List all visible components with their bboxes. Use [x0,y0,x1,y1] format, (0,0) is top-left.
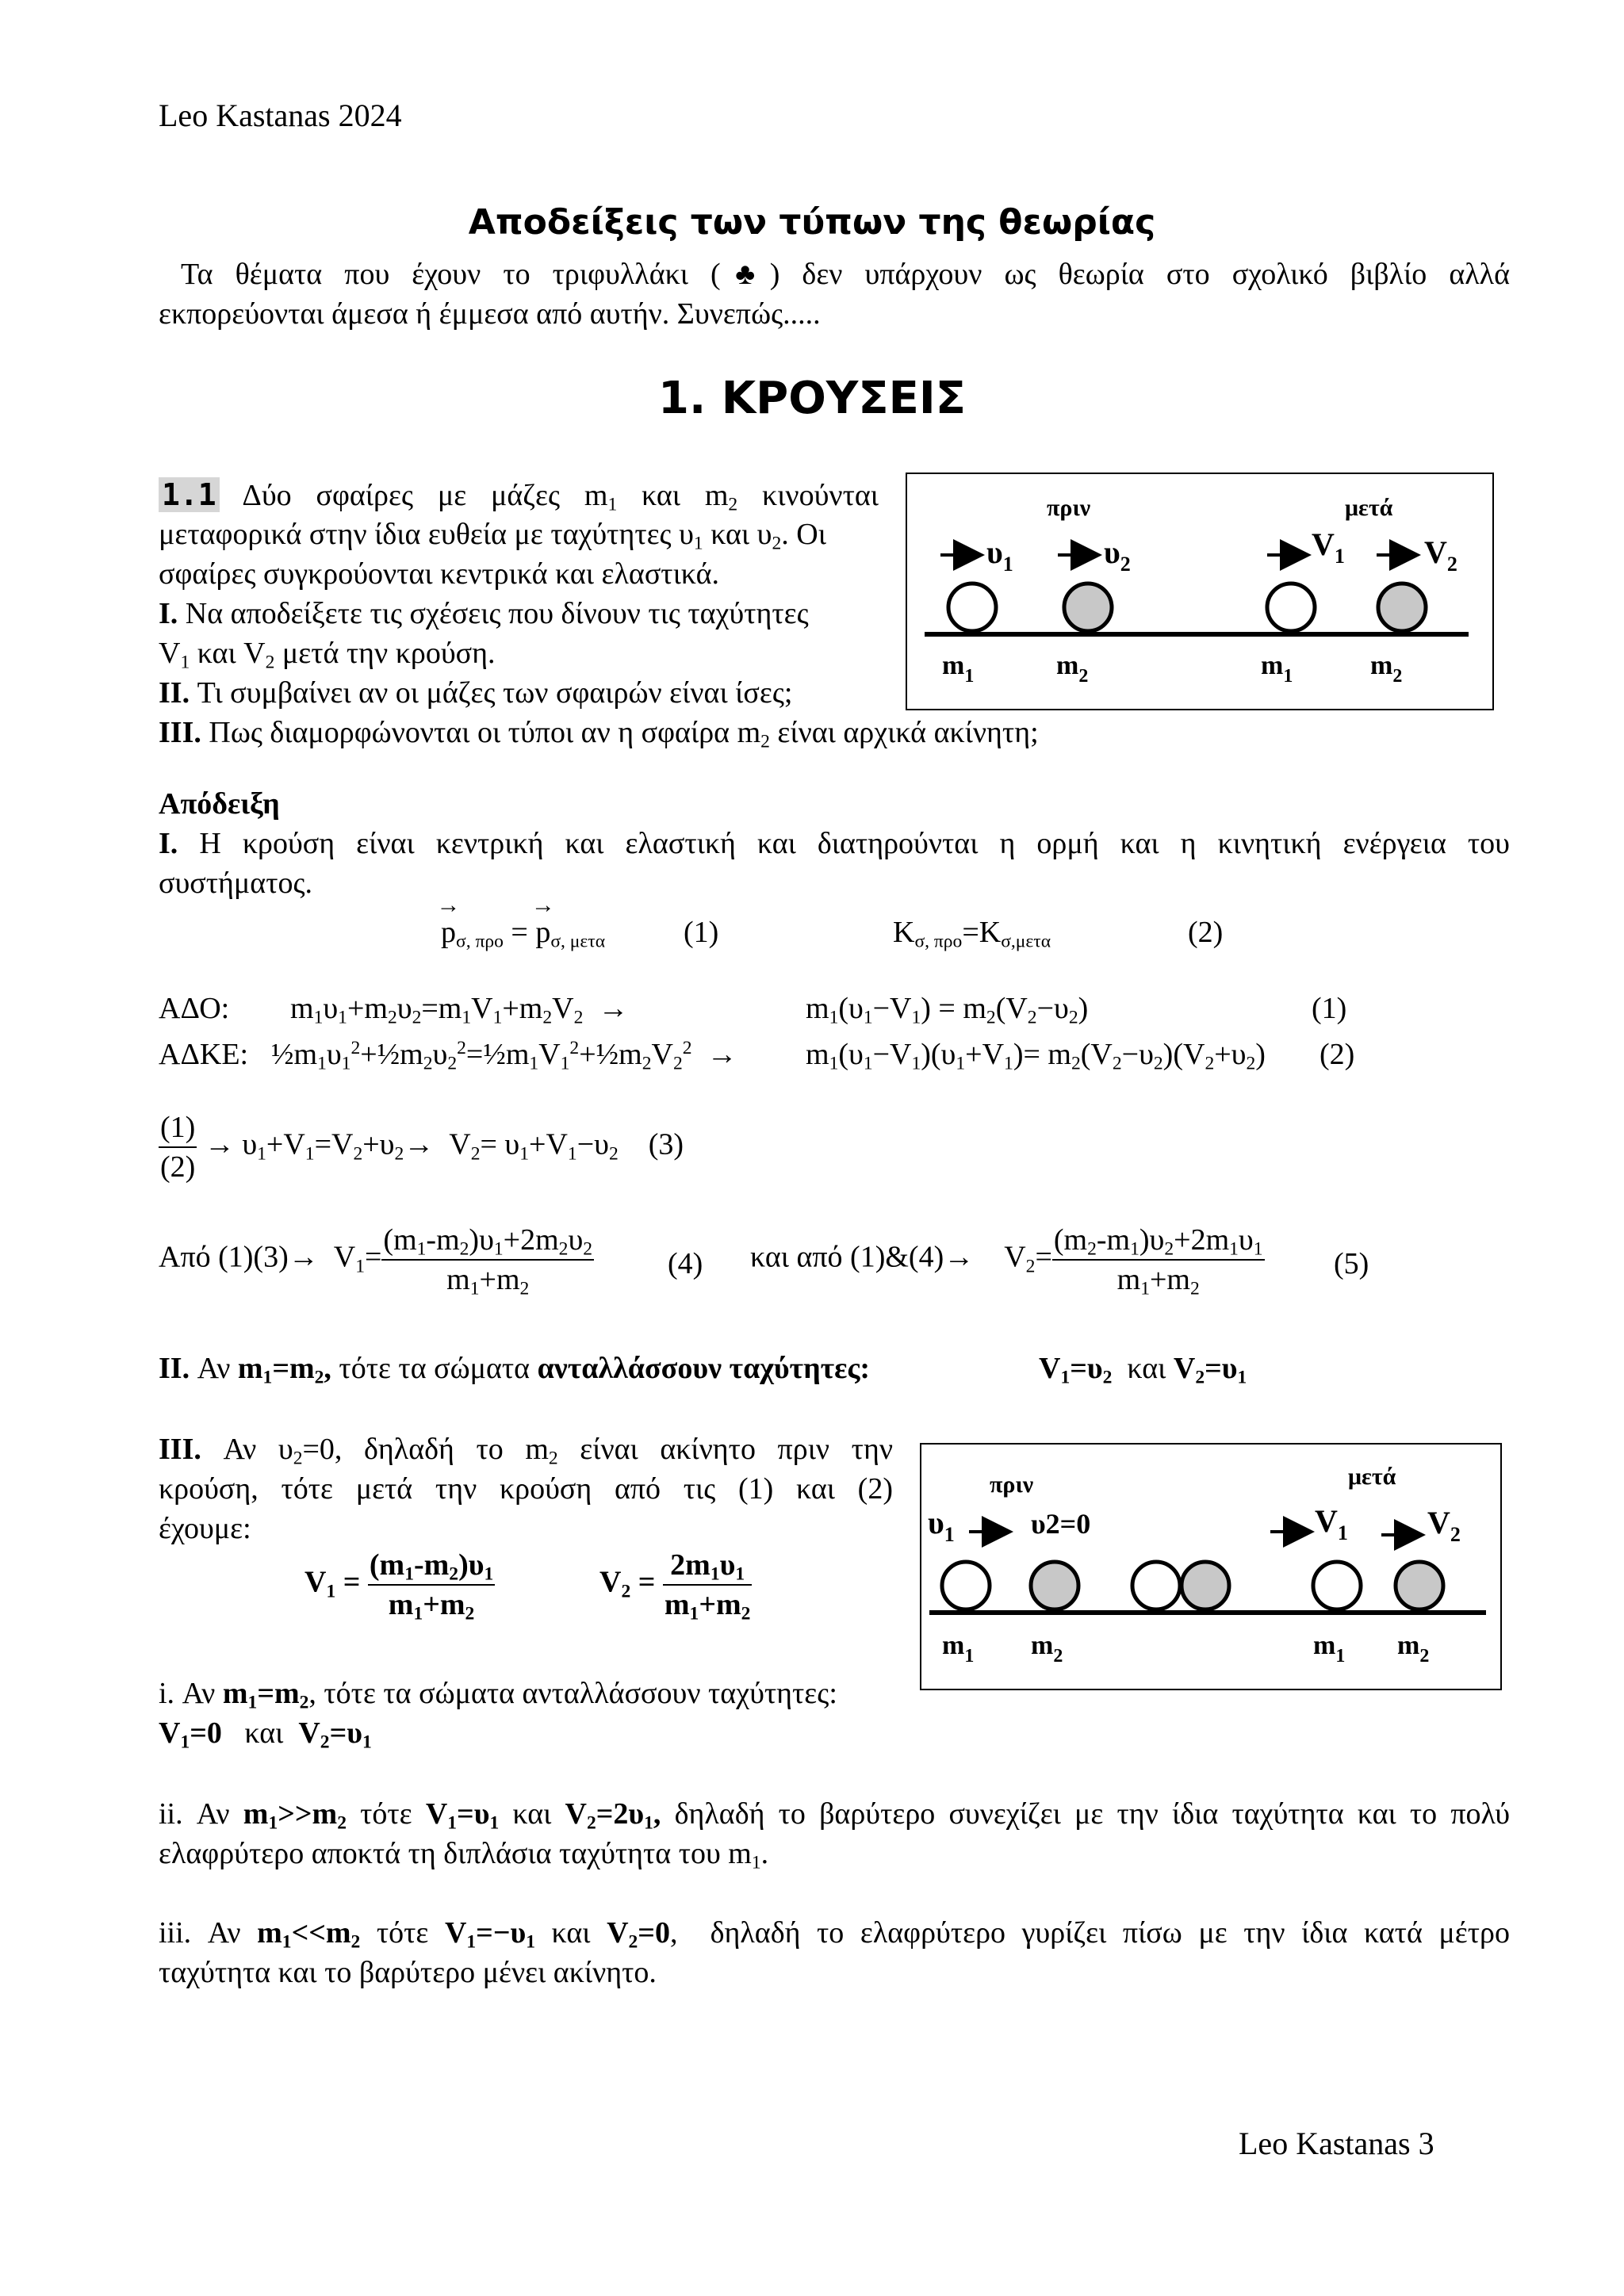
svg-text:V1: $V_1$ [1312,526,1345,568]
svg-text:m2: $m_2$ [1397,1631,1430,1667]
case-iii-line-1: iii. Αν $m_1<<m_2$ τότε $V_1=-\upsilon_1$ και $V_2=0$, δηλαδή το ελαφρύτερο γυρίζει πίσω με την ίδια κατά μέτρο [159,1916,1510,1953]
svg-text:υ1: $\upsilon_1$ [928,1505,955,1546]
intro-line-1: Τα θέματα που έχουν το τριφυλλάκι (♣) δεν υπάρχουν ως θεωρία στο σχολικό βιβλίο αλλά [181,258,1511,291]
problem-item-1b: $V_1$ και $V_2$ μετά την κρούση. [159,637,496,673]
ball-m1-after [1267,584,1315,631]
problem-item-3: III. Πως διαμορφώνονται οι τύποι αν η σφαίρα $m_2$ είναι αρχικά ακίνητη; [159,716,1039,752]
svg-text:m2: $m_2$ [1031,1631,1063,1667]
proof-part1-line-1: I. Η κρούση είναι κεντρική και ελαστική και διατηρούνται η ορμή και η κινητική ενέργεια του [159,827,1511,860]
ball-m2-after-2 [1396,1562,1443,1609]
before-label-2: πριν [990,1471,1034,1498]
v1-formula-rest: $V_1$ = $\frac{(m_1-m_2)\upsilon_1}{m_1+m_2}$ [304,1546,495,1624]
v1-general-formula: Από $(1)(3)\to V_1=$ $\frac{(m_1-m_2)\upsilon_1+2m_2\upsilon_2}{m_1+m_2}$ [159,1221,594,1299]
svg-text:V2: $V_2$ [1427,1505,1461,1546]
adke-result: $m_1(\upsilon_1-V_1)(\upsilon_1+V_1)= m_2(V_2-\upsilon_2)(V_2+\upsilon_2)$ [806,1038,1266,1074]
footer-page-label: Leo Kastanas 3 [1239,2126,1434,2161]
eq-tag-5: (5) [1334,1247,1369,1280]
problem-line-1: 1.1 Δύο σφαίρες με μάζες $m_1$ και $m_2$ κινούνται [159,476,879,515]
collision-figure-2 [920,1443,1502,1690]
svg-text:m1: $m_1$ [1261,651,1293,687]
ball-m2-after [1378,584,1426,631]
proof-part1-line-2: συστήματος. [159,867,313,900]
svg-text:m1: $m_1$ [942,651,975,687]
ado-label: ΑΔΟ: [159,992,230,1025]
v2-formula-rest: $V_2$ = $\frac{2m_1\upsilon_1}{m_1+m_2}$ [599,1546,752,1624]
ball-m2-before-2 [1031,1562,1078,1609]
ball-m1-before [948,584,996,631]
part3-line-2: κρούση, τότε μετά την κρούση από τις (1) και (2) [159,1472,893,1506]
ball-m1-contact [1132,1562,1180,1609]
problem-line-3: σφαίρες συγκρούονται κεντρικά και ελαστικά. [159,557,720,591]
proof-heading: Απόδειξη [159,787,280,821]
svg-text:υ2: $\upsilon_2$ [1104,534,1131,576]
part3-line-3: έχουμε: [159,1512,251,1545]
eq-tag-4: (4) [668,1247,703,1280]
svg-text:m2: $m_2$ [1370,651,1403,687]
svg-text:υ1: $\upsilon_1$ [986,534,1013,576]
problem-number-badge: 1.1 [159,477,220,512]
svg-text:m1: $m_1$ [1313,1631,1346,1667]
collision-figure-1 [906,473,1494,710]
adke-label: ΑΔΚΕ: [159,1038,249,1071]
svg-text:m2: $m_2$ [1056,651,1089,687]
part3-line-1: III. Αν $\upsilon_2=0$, δηλαδή το $m_2$ είναι ακίνητο πριν την [159,1433,894,1469]
eq-tag-1: (1) [684,916,719,949]
v2-general-formula: και από (1)&(4)→ $V_2=$ $\frac{(m_2-m_1)\upsilon_2+2m_1\upsilon_1}{m_1+m_2}$ [750,1221,1265,1299]
clover-icon: ♣ [720,258,770,291]
before-label: πριν [1047,495,1091,521]
ball-m2-before [1064,584,1112,631]
ball-m1-before-2 [942,1562,990,1609]
after-label-2: μετά [1348,1464,1396,1490]
part2-result: $V_1=\upsilon_2$ και $V_2=\upsilon_1$ [1039,1352,1247,1388]
ado-tag: (1) [1312,992,1347,1025]
header-author: Leo Kastanas 2024 [159,98,402,133]
energy-conservation-eq: $K_{\sigma, \pi\rho o}=K_{\sigma,\mu\varepsilon\tau\alpha}$ [893,916,1051,952]
part2-line: II. Αν $m_1=m_2$, τότε τα σώματα ανταλλάσσουν ταχύτητες: [159,1352,871,1388]
after-label: μετά [1345,495,1393,521]
intro-line-2: εκπορεύονται άμεσα ή έμμεσα από αυτήν. Συνεπώς..... [159,297,821,331]
case-iii-line-2: ταχύτητα και το βαρύτερο μένει ακίνητο. [159,1956,657,1989]
section-title: 1. ΚΡΟΥΣΕΙΣ [658,373,966,424]
svg-text:V1: $V_1$ [1315,1503,1348,1544]
case-ii-line-1: ii. Αν $m_1>>m_2$ τότε $V_1=\upsilon_1$ και $V_2=2\upsilon_1$, δηλαδή το βαρύτερο συνεχίζει με την ίδια ταχύτητα και το πολύ [159,1797,1511,1834]
problem-line-2: μεταφορικά στην ίδια ευθεία με ταχύτητες $\upsilon_1$ και $\upsilon_2$. Οι [159,518,826,554]
svg-text:υ2=0: υ2=0 [1031,1508,1091,1540]
eq-tag-2: (2) [1188,916,1224,949]
svg-text:m1: $m_1$ [942,1631,975,1667]
ado-result: $m_1(\upsilon_1-V_1) = m_2(V_2-\upsilon_2)$ [806,992,1089,1028]
case-ii-line-2: ελαφρύτερο αποκτά τη διπλάσια ταχύτητα του $m_1$. [159,1837,769,1873]
problem-item-2: II. Τι συμβαίνει αν οι μάζες των σφαιρών είναι ίσες; [159,676,793,710]
ball-m2-contact [1182,1562,1229,1609]
svg-text:V2: $V_2$ [1424,534,1457,576]
ball-m1-after-2 [1313,1562,1361,1609]
ado-equation: $m_1\upsilon_1+m_2\upsilon_2=m_1V_1+m_2V_2$ → [290,992,629,1028]
case-i-line-2: $V_1=0$ και $V_2=\upsilon_1$ [159,1716,372,1753]
adke-equation: $\frac{1}{2}m_1\upsilon_1^2+\frac{1}{2}m_2\upsilon_2^2=\frac{1}{2}m_1V_1^2+\frac{1}{2}m_2V_2^2$ → [271,1038,737,1074]
eq-tag-3: (3) [648,1127,684,1161]
ratio-equation: $\frac{(1)}{(2)}$ → $\upsilon_1+V_1=V_2+\upsilon_2\to V_2= \upsilon_1+V_1-\upsilon_2$ (3) [159,1108,684,1186]
page-title: Αποδείξεις των τύπων της θεωρίας [468,202,1156,243]
adke-tag: (2) [1320,1038,1355,1071]
case-i-line-1: i. Αν $m_1=m_2$, τότε τα σώματα ανταλλάσσουν ταχύτητες: [159,1677,837,1713]
momentum-conservation-eq: → $p_{\sigma, \pi\rho o}$ = → $p_{\sigma, \mu\varepsilon\tau\alpha}$ [436,892,606,952]
problem-item-1: I. Να αποδείξετε τις σχέσεις που δίνουν τις ταχύτητες [159,597,809,630]
